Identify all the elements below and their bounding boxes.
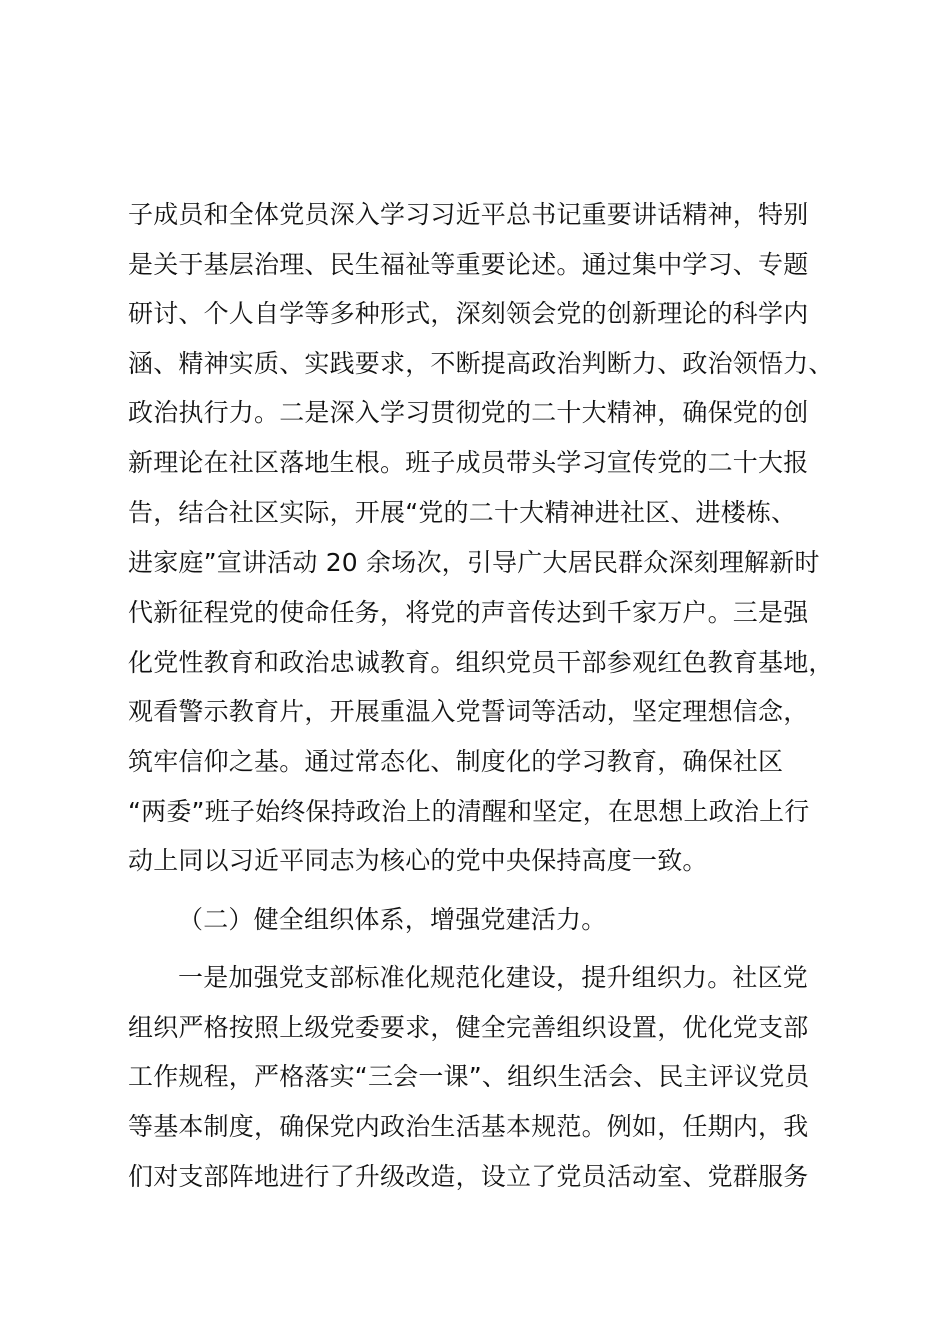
paragraph-line: 子成员和全体党员深入学习习近平总书记重要讲话精神，特别 [128, 200, 809, 229]
paragraph-line: 研讨、个人自学等多种形式，深刻领会党的创新理论的科学内 [128, 299, 809, 328]
paragraph-line: 等基本制度，确保党内政治生活基本规范。例如，任期内，我 [128, 1112, 809, 1141]
paragraph-line: 们对支部阵地进行了升级改造，设立了党员活动室、党群服务 [128, 1162, 809, 1191]
paragraph-line: 动上同以习近平同志为核心的党中央保持高度一致。 [128, 846, 708, 875]
paragraph-line: 工作规程，严格落实“三会一课”、组织生活会、民主评议党员 [128, 1062, 810, 1091]
paragraph-line: 新理论在社区落地生根。班子成员带头学习宣传党的二十大报 [128, 448, 809, 477]
paragraph-line: 化党性教育和政治忠诚教育。组织党员干部参观红色教育基地， [128, 648, 834, 677]
paragraph-line: 政治执行力。二是深入学习贯彻党的二十大精神，确保党的创 [128, 398, 809, 427]
paragraph-line: 代新征程党的使命任务，将党的声音传达到千家万户。三是强 [128, 598, 809, 627]
section-heading: （二）健全组织体系，增强党建活力。 [178, 905, 607, 934]
paragraph-line: 涵、精神实质、实践要求，不断提高政治判断力、政治领悟力、 [128, 349, 834, 378]
paragraph-line: 一是加强党支部标准化规范化建设，提升组织力。社区党 [178, 963, 809, 992]
paragraph-line: 观看警示教育片，开展重温入党誓词等活动，坚定理想信念， [128, 697, 809, 726]
paragraph-line: “两委”班子始终保持政治上的清醒和坚定，在思想上政治上行 [128, 797, 810, 826]
paragraph-line: 是关于基层治理、民生福祉等重要论述。通过集中学习、专题 [128, 250, 809, 279]
paragraph-line: 告，结合社区实际，开展“党的二十大精神进社区、进楼栋、 [128, 498, 797, 527]
paragraph-line: 组织严格按照上级党委要求，健全完善组织设置，优化党支部 [128, 1013, 809, 1042]
paragraph-line: 进家庭”宣讲活动 20 余场次，引导广大居民群众深刻理解新时 [128, 548, 820, 577]
paragraph-line: 筑牢信仰之基。通过常态化、制度化的学习教育，确保社区 [128, 747, 784, 776]
